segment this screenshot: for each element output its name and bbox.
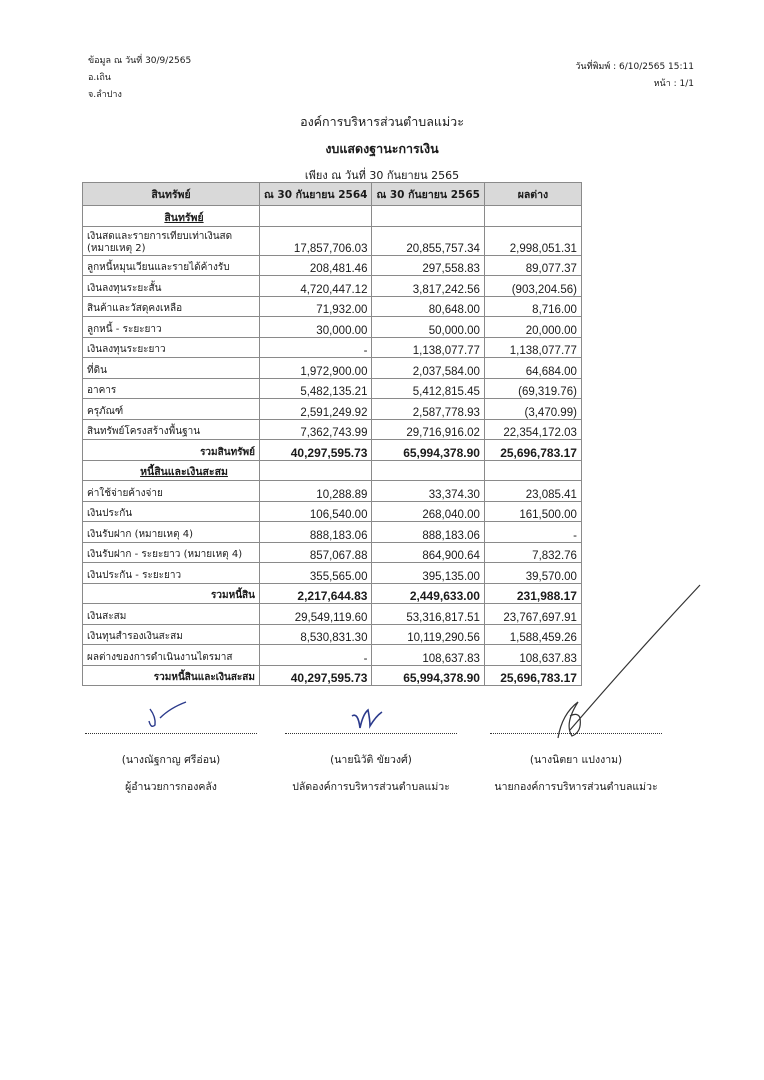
value-difference (484, 460, 581, 481)
value-difference: (903,204.56) (484, 276, 581, 297)
value-2565: 80,648.00 (372, 296, 484, 317)
signatory-position-3: นายกองค์การบริหารส่วนตำบลแม่วะ (494, 781, 658, 793)
value-2565: 29,716,916.02 (372, 419, 484, 440)
value-2565: 10,119,290.56 (372, 624, 484, 645)
row-label: ลูกหนี้ - ระยะยาว (83, 317, 260, 338)
value-2564: - (260, 645, 372, 666)
value-difference: 20,000.00 (484, 317, 581, 338)
value-2564 (260, 460, 372, 481)
report-meta-left (88, 56, 191, 107)
table-row (83, 296, 582, 317)
row-label: เงินประกัน - ระยะยาว (83, 563, 260, 584)
value-2565 (372, 460, 484, 481)
row-label: สินค้าและวัสดุคงเหลือ (83, 296, 260, 317)
value-difference: 25,696,783.17 (484, 665, 581, 686)
value-2565: 108,637.83 (372, 645, 484, 666)
value-2565: 2,037,584.00 (372, 358, 484, 379)
value-2565: 65,994,378.90 (372, 665, 484, 686)
header-2564: ณ 30 กันยายน 2564 (260, 183, 372, 206)
value-2564 (260, 206, 372, 227)
value-difference: 161,500.00 (484, 501, 581, 522)
value-2564: 208,481.46 (260, 255, 372, 276)
value-2565: 33,374.30 (372, 481, 484, 502)
signatory-name-1: (นางณัฐกาญ ศรีอ่อน) (121, 754, 221, 766)
province: จ.ลำปาง (88, 90, 122, 100)
page-number: หน้า : 1/1 (653, 79, 694, 89)
value-2564: - (260, 337, 372, 358)
signatory-position-2: ปลัดองค์การบริหารส่วนตำบลแม่วะ (292, 781, 450, 793)
value-difference: 64,684.00 (484, 358, 581, 379)
value-2565: 297,558.83 (372, 255, 484, 276)
row-label: ที่ดิน (83, 358, 260, 379)
total-row (83, 440, 582, 461)
table-row (83, 378, 582, 399)
value-difference: 39,570.00 (484, 563, 581, 584)
value-difference: 231,988.17 (484, 583, 581, 604)
value-2565: 3,817,242.56 (372, 276, 484, 297)
row-label: เงินรับฝาก - ระยะยาว (หมายเหตุ 4) (83, 542, 260, 563)
header-assets: สินทรัพย์ (83, 183, 260, 206)
value-2564: 106,540.00 (260, 501, 372, 522)
table-row (83, 358, 582, 379)
district: อ.เถิน (88, 73, 111, 83)
value-2565: 65,994,378.90 (372, 440, 484, 461)
value-2565: 53,316,817.51 (372, 604, 484, 625)
row-label: เงินทุนสำรองเงินสะสม (83, 624, 260, 645)
value-2565: 2,587,778.93 (372, 399, 484, 420)
header-difference: ผลต่าง (484, 183, 581, 206)
report-title: งบแสดงฐานะการเงิน (325, 141, 439, 156)
row-label: สินทรัพย์โครงสร้างพื้นฐาน (83, 419, 260, 440)
row-label: รวมสินทรัพย์ (83, 440, 260, 461)
row-label: ครุภัณฑ์ (83, 399, 260, 420)
signatory-name-2: (นายนิวัติ ขัยวงศ์) (330, 754, 412, 766)
table-row (83, 419, 582, 440)
value-2564: 888,183.06 (260, 522, 372, 543)
row-label: เงินรับฝาก (หมายเหตุ 4) (83, 522, 260, 543)
value-difference: 23,085.41 (484, 481, 581, 502)
value-2565 (372, 206, 484, 227)
value-2564: 30,000.00 (260, 317, 372, 338)
signature-line-1 (85, 733, 257, 734)
row-label: ผลต่างของการดำเนินงานไตรมาส (83, 645, 260, 666)
value-difference: 2,998,051.31 (484, 226, 581, 255)
section-row (83, 206, 582, 227)
value-2564: 8,530,831.30 (260, 624, 372, 645)
value-difference: 25,696,783.17 (484, 440, 581, 461)
value-difference: 7,832.76 (484, 542, 581, 563)
value-2565: 50,000.00 (372, 317, 484, 338)
row-label: รวมหนี้สินและเงินสะสม (83, 665, 260, 686)
value-2564: 1,972,900.00 (260, 358, 372, 379)
value-2564: 2,591,249.92 (260, 399, 372, 420)
value-2564: 10,288.89 (260, 481, 372, 502)
value-2565: 5,412,815.45 (372, 378, 484, 399)
row-label: เงินลงทุนระยะสั้น (83, 276, 260, 297)
row-label: อาคาร (83, 378, 260, 399)
print-date: วันที่พิมพ์ : 6/10/2565 15:11 (575, 62, 694, 72)
table-row (83, 399, 582, 420)
table-row (83, 255, 582, 276)
signatory-name-3: (นางนิตยา แปงงาม) (529, 754, 623, 766)
data-date: ข้อมูล ณ วันที่ 30/9/2565 (88, 56, 192, 66)
value-2564: 7,362,743.99 (260, 419, 372, 440)
signatory-position-1: ผู้อำนวยการกองคลัง (125, 781, 217, 793)
value-2565: 1,138,077.77 (372, 337, 484, 358)
table-header-row (83, 183, 582, 206)
value-difference: 8,716.00 (484, 296, 581, 317)
table-row (83, 226, 582, 255)
value-difference: 22,354,172.03 (484, 419, 581, 440)
row-label: รวมหนี้สิน (83, 583, 260, 604)
value-2564: 355,565.00 (260, 563, 372, 584)
table-body (83, 206, 582, 686)
total-row (83, 583, 582, 604)
row-label: เงินลงทุนระยะยาว (83, 337, 260, 358)
value-2564: 40,297,595.73 (260, 440, 372, 461)
table-row (83, 337, 582, 358)
table-row (83, 645, 582, 666)
table-row (83, 522, 582, 543)
report-meta-right (575, 62, 694, 96)
row-label: สินทรัพย์ (83, 206, 260, 227)
value-2564: 71,932.00 (260, 296, 372, 317)
value-2565: 864,900.64 (372, 542, 484, 563)
value-difference: (3,470.99) (484, 399, 581, 420)
value-difference: 23,767,697.91 (484, 604, 581, 625)
header-2565: ณ 30 กันยายน 2565 (372, 183, 484, 206)
value-2565: 2,449,633.00 (372, 583, 484, 604)
value-difference: - (484, 522, 581, 543)
signature-line-3 (490, 733, 662, 734)
value-2565: 888,183.06 (372, 522, 484, 543)
row-label: หนี้สินและเงินสะสม (83, 460, 260, 481)
value-2564: 2,217,644.83 (260, 583, 372, 604)
value-difference: 1,138,077.77 (484, 337, 581, 358)
signature-line-2 (285, 733, 457, 734)
table-row (83, 481, 582, 502)
as-of-date: เพียง ณ วันที่ 30 กันยายน 2565 (304, 169, 460, 182)
row-label: ค่าใช้จ่ายค้างจ่าย (83, 481, 260, 502)
value-2564: 5,482,135.21 (260, 378, 372, 399)
total-row (83, 665, 582, 686)
table-row (83, 563, 582, 584)
value-difference: 89,077.37 (484, 255, 581, 276)
value-2565: 395,135.00 (372, 563, 484, 584)
table-row (83, 276, 582, 297)
value-2565: 268,040.00 (372, 501, 484, 522)
row-label: เงินประกัน (83, 501, 260, 522)
section-row (83, 460, 582, 481)
value-difference (484, 206, 581, 227)
table-row (83, 501, 582, 522)
value-2564: 4,720,447.12 (260, 276, 372, 297)
row-label: ลูกหนี้หมุนเวียนและรายได้ค้างรับ (83, 255, 260, 276)
financial-position-table (82, 182, 582, 686)
value-2564: 17,857,706.03 (260, 226, 372, 255)
value-2564: 857,067.88 (260, 542, 372, 563)
row-label: เงินสะสม (83, 604, 260, 625)
table-row (83, 624, 582, 645)
table-row (83, 317, 582, 338)
table-row (83, 604, 582, 625)
signature-1-mark (149, 702, 186, 726)
report-titles (0, 112, 764, 184)
value-2564: 29,549,119.60 (260, 604, 372, 625)
value-difference: (69,319.76) (484, 378, 581, 399)
organization-name: องค์การบริหารส่วนตำบลแม่วะ (300, 114, 464, 129)
table-row (83, 542, 582, 563)
value-2565: 20,855,757.34 (372, 226, 484, 255)
signature-2-mark (352, 710, 382, 728)
row-label: เงินสดและรายการเทียบเท่าเงินสด (หมายเหตุ 2) (83, 226, 260, 255)
value-difference: 1,588,459.26 (484, 624, 581, 645)
value-2564: 40,297,595.73 (260, 665, 372, 686)
value-difference: 108,637.83 (484, 645, 581, 666)
